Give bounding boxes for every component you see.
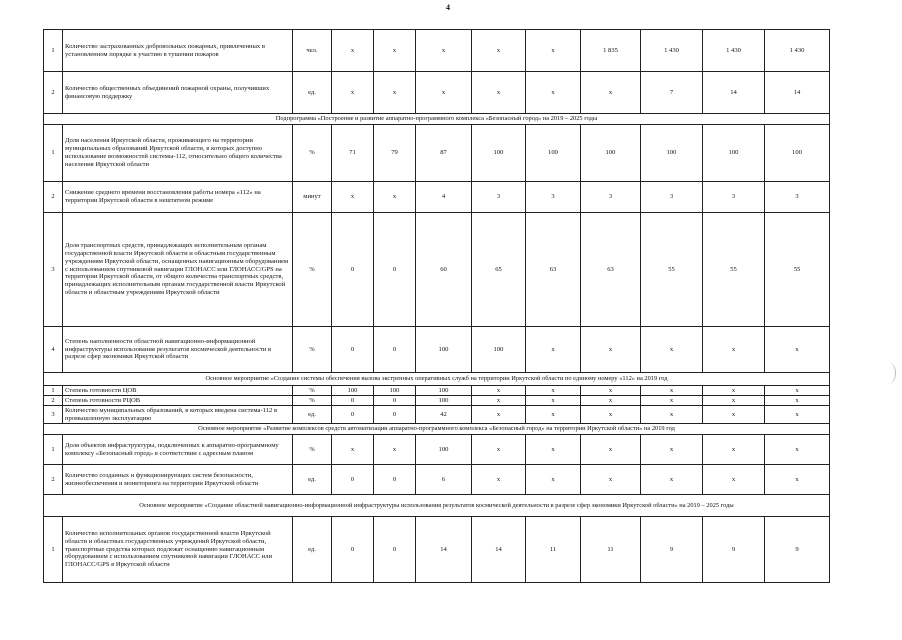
subsection-title: Основное мероприятие «Создание областной навигационно-информационной инфраструктуры использования результатов космической деятельности в разрезе сфер экономики Иркутской области» на 2019 – 2025 годы	[44, 495, 830, 517]
value-cell: х	[526, 435, 581, 465]
table-row	[44, 517, 830, 583]
value-cell: х	[472, 30, 526, 72]
value-cell: 14	[765, 72, 830, 114]
value-cell: 55	[641, 213, 703, 327]
value-cell: 1 430	[765, 30, 830, 72]
value-cell: х	[581, 327, 641, 373]
value-cell: 100	[416, 435, 472, 465]
value-cell: 0	[332, 517, 374, 583]
value-cell: х	[416, 72, 472, 114]
unit-cell: %	[293, 396, 332, 406]
indicators-table	[43, 29, 830, 583]
value-cell: 1 430	[641, 30, 703, 72]
value-cell: 100	[374, 386, 416, 396]
value-cell: х	[703, 386, 765, 396]
table-row	[44, 327, 830, 373]
value-cell: 0	[332, 406, 374, 424]
value-cell: х	[581, 72, 641, 114]
value-cell: х	[526, 396, 581, 406]
value-cell: 0	[374, 213, 416, 327]
value-cell: 0	[374, 465, 416, 495]
row-number-cell: 3	[44, 213, 63, 327]
subsection-header-row	[44, 424, 830, 435]
indicator-name-cell: Количество муниципальных образований, в которых введена система-112 в промышленную эксплуатацию	[63, 406, 293, 424]
value-cell: х	[703, 465, 765, 495]
value-cell: 1 430	[703, 30, 765, 72]
value-cell: х	[374, 72, 416, 114]
value-cell: х	[472, 386, 526, 396]
indicator-name-cell: Количество исполнительных органов государственной власти Иркутской области и областных государственных учреждений Иркутской области, транспортные средства которых подлежат оснащению навигационным оборудованием с использованием спутниковой навигации ГЛОНАСС или ГЛОНАСС/GPS в Иркутской области	[63, 517, 293, 583]
value-cell: 100	[416, 386, 472, 396]
indicator-name-cell: Снижение среднего времени восстановления работы номера «112» на территории Иркутской области в нештатном режиме	[63, 182, 293, 213]
table-row	[44, 30, 830, 72]
value-cell: 9	[641, 517, 703, 583]
row-number-cell: 1	[44, 125, 63, 182]
value-cell: х	[374, 435, 416, 465]
value-cell: 71	[332, 125, 374, 182]
value-cell: 100	[472, 327, 526, 373]
value-cell: х	[703, 327, 765, 373]
value-cell: 0	[332, 396, 374, 406]
value-cell: х	[472, 396, 526, 406]
value-cell: х	[332, 435, 374, 465]
unit-cell: ед.	[293, 406, 332, 424]
row-number-cell: 1	[44, 30, 63, 72]
row-number-cell: 2	[44, 182, 63, 213]
value-cell: 14	[416, 517, 472, 583]
indicator-name-cell: Доля населения Иркутской области, проживающего на территории муниципальных образований Иркутской области, в которых доступно использование возможностей системы-112, относительно общего количества населения Иркутской области	[63, 125, 293, 182]
page-number: 4	[446, 3, 450, 12]
value-cell: х	[765, 386, 830, 396]
table-body	[44, 30, 830, 583]
value-cell: х	[641, 435, 703, 465]
row-number-cell: 3	[44, 406, 63, 424]
value-cell: х	[332, 30, 374, 72]
indicator-name-cell: Доля объектов инфраструктуры, подключенных к аппаратно-программному комплексу «Безопасный город» в соответствии с адресным планом	[63, 435, 293, 465]
indicator-name-cell: Доля транспортных средств, принадлежащих исполнительным органам государственной власти Иркутской области и областным государственным учреждениям Иркутской области, оснащенных навигационным оборудованием с использованием спутниковой навигации ГЛОНАСС или ГЛОНАСС/GPS на территории Иркутской области, от общего количества транспортных средств, принадлежащих исполнительным органам государственной власти Иркутской области и областным учреждениям Иркутской области	[63, 213, 293, 327]
value-cell: 14	[703, 72, 765, 114]
value-cell: 3	[472, 182, 526, 213]
indicator-name-cell: Количество общественных объединений пожарной охраны, получивших финансовую поддержку	[63, 72, 293, 114]
value-cell: 0	[332, 465, 374, 495]
value-cell: х	[641, 386, 703, 396]
value-cell: х	[703, 396, 765, 406]
value-cell: 11	[581, 517, 641, 583]
value-cell: х	[765, 327, 830, 373]
unit-cell: %	[293, 435, 332, 465]
value-cell: 63	[581, 213, 641, 327]
unit-cell: ед.	[293, 465, 332, 495]
unit-cell: %	[293, 327, 332, 373]
value-cell: х	[472, 406, 526, 424]
value-cell: х	[332, 72, 374, 114]
value-cell: 55	[703, 213, 765, 327]
value-cell: 3	[526, 182, 581, 213]
value-cell: х	[581, 406, 641, 424]
value-cell: х	[765, 435, 830, 465]
indicator-name-cell: Количество созданных и функционирующих систем безопасности, жизнеобеспечения и мониторинга на территории Иркутской области	[63, 465, 293, 495]
value-cell: 60	[416, 213, 472, 327]
value-cell: х	[641, 465, 703, 495]
value-cell: 0	[332, 213, 374, 327]
value-cell: х	[581, 435, 641, 465]
value-cell: х	[526, 327, 581, 373]
subsection-title: Основное мероприятие «Создание системы обеспечения вызова экстренных оперативных служб на территории Иркутской области по единому номеру «112» на 2019 год	[44, 373, 830, 386]
unit-cell: %	[293, 125, 332, 182]
table-row	[44, 465, 830, 495]
indicator-name-cell: Степень готовности РЦОВ	[63, 396, 293, 406]
table-row	[44, 213, 830, 327]
subsection-header-row	[44, 114, 830, 125]
value-cell: х	[526, 465, 581, 495]
unit-cell: минут	[293, 182, 332, 213]
unit-cell: ед.	[293, 72, 332, 114]
value-cell: 100	[416, 327, 472, 373]
value-cell: х	[374, 182, 416, 213]
row-number-cell: 1	[44, 435, 63, 465]
value-cell: х	[703, 406, 765, 424]
value-cell: 79	[374, 125, 416, 182]
value-cell: 55	[765, 213, 830, 327]
indicator-name-cell: Степень готовности ЦОВ	[63, 386, 293, 396]
value-cell: х	[641, 406, 703, 424]
unit-cell: %	[293, 386, 332, 396]
table-row	[44, 386, 830, 396]
value-cell: х	[581, 386, 641, 396]
row-number-cell: 2	[44, 396, 63, 406]
value-cell: х	[765, 465, 830, 495]
subsection-header-row	[44, 495, 830, 517]
value-cell: 100	[703, 125, 765, 182]
value-cell: 100	[581, 125, 641, 182]
row-number-cell: 1	[44, 386, 63, 396]
table-row	[44, 435, 830, 465]
value-cell: 65	[472, 213, 526, 327]
value-cell: 100	[472, 125, 526, 182]
value-cell: 0	[332, 327, 374, 373]
value-cell: 100	[332, 386, 374, 396]
row-number-cell: 2	[44, 465, 63, 495]
table-row	[44, 396, 830, 406]
value-cell: 100	[526, 125, 581, 182]
value-cell: х	[374, 30, 416, 72]
scan-edge-mark	[881, 362, 896, 384]
value-cell: х	[526, 386, 581, 396]
value-cell: 14	[472, 517, 526, 583]
unit-cell: %	[293, 213, 332, 327]
value-cell: х	[526, 72, 581, 114]
value-cell: х	[581, 396, 641, 406]
value-cell: 100	[416, 396, 472, 406]
value-cell: 87	[416, 125, 472, 182]
subsection-header-row	[44, 373, 830, 386]
value-cell: 4	[416, 182, 472, 213]
value-cell: 42	[416, 406, 472, 424]
value-cell: х	[765, 396, 830, 406]
unit-cell: чел.	[293, 30, 332, 72]
value-cell: 3	[641, 182, 703, 213]
value-cell: х	[472, 465, 526, 495]
indicator-name-cell: Степень наполненности областной навигационно-информационной инфраструктуры использования результатов космической деятельности в разрезе сфер экономики Иркутской области	[63, 327, 293, 373]
value-cell: 0	[374, 517, 416, 583]
value-cell: 3	[703, 182, 765, 213]
value-cell: х	[703, 435, 765, 465]
value-cell: 3	[765, 182, 830, 213]
value-cell: 63	[526, 213, 581, 327]
table-row	[44, 182, 830, 213]
unit-cell: ед.	[293, 517, 332, 583]
value-cell: х	[472, 435, 526, 465]
value-cell: х	[472, 72, 526, 114]
value-cell: 100	[641, 125, 703, 182]
value-cell: 11	[526, 517, 581, 583]
value-cell: х	[526, 30, 581, 72]
value-cell: х	[765, 406, 830, 424]
value-cell: 7	[641, 72, 703, 114]
value-cell: х	[332, 182, 374, 213]
table-row	[44, 406, 830, 424]
table-row	[44, 125, 830, 182]
value-cell: 1 835	[581, 30, 641, 72]
value-cell: 100	[765, 125, 830, 182]
value-cell: 9	[703, 517, 765, 583]
value-cell: х	[526, 406, 581, 424]
value-cell: 0	[374, 327, 416, 373]
value-cell: х	[416, 30, 472, 72]
indicator-name-cell: Количество застрахованных добровольных пожарных, привлеченных в установленном порядке к участию в тушении пожаров	[63, 30, 293, 72]
row-number-cell: 4	[44, 327, 63, 373]
subsection-title: Основное мероприятие «Развитие комплексов средств автоматизации аппаратно-программного комплекса «Безопасный город» на территории Иркутской области» на 2019 год	[44, 424, 830, 435]
value-cell: 3	[581, 182, 641, 213]
value-cell: х	[641, 396, 703, 406]
value-cell: х	[581, 465, 641, 495]
row-number-cell: 2	[44, 72, 63, 114]
subsection-title: Подпрограмма «Построение и развитие аппаратно-программного комплекса «Безопасный город» на 2019 – 2025 годы	[44, 114, 830, 125]
value-cell: х	[641, 327, 703, 373]
value-cell: 0	[374, 396, 416, 406]
row-number-cell: 1	[44, 517, 63, 583]
value-cell: 9	[765, 517, 830, 583]
value-cell: 6	[416, 465, 472, 495]
value-cell: 0	[374, 406, 416, 424]
table-row	[44, 72, 830, 114]
